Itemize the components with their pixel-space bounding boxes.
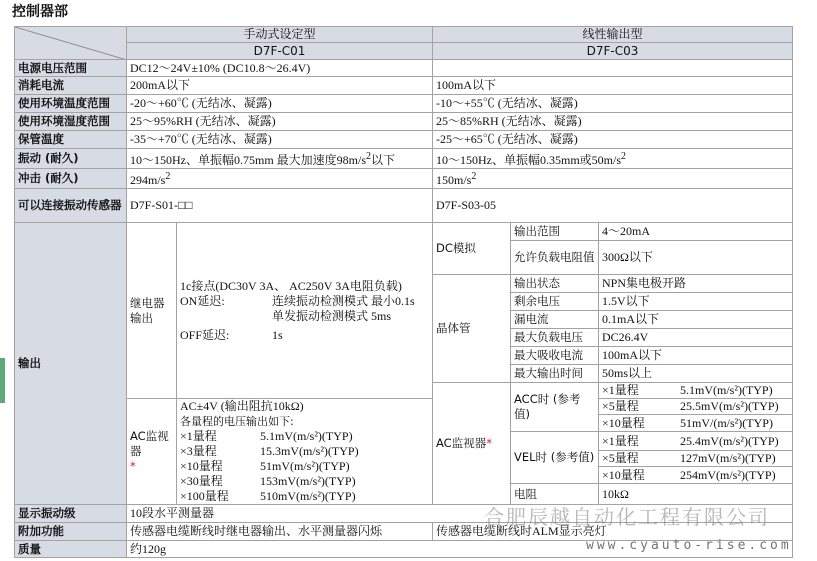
ac-range-val-1: 15.3mV(m/s²)(TYP) (260, 444, 359, 458)
vel-range-2: ×10量程 (602, 467, 645, 482)
tr-value-5: 50ms以上 (599, 365, 793, 383)
header-row-type (15, 27, 793, 43)
acc-output-1: 25.5mV(m/s²)(TYP) (680, 399, 779, 413)
ac-monitor-c01-star: * (130, 459, 136, 473)
vibration-c03-sup: 2 (621, 151, 627, 162)
acc-label: ACC时 (参考值) (511, 383, 599, 432)
vel-range-0: ×1量程 (602, 433, 639, 448)
watermark-company: 合肥辰越自动化工程有限公司 (484, 505, 770, 529)
watermark-url: www.cyauto-rise.com (586, 538, 792, 553)
relay-on-delay (180, 294, 429, 309)
dc-load-value: 300Ω以下 (599, 241, 793, 275)
resistance-value: 10kΩ (599, 484, 793, 505)
vel-output-0: 25.4mV(m/s²)(TYP) (680, 433, 779, 448)
humidity-label: 使用环境湿度范围 (15, 113, 127, 131)
ac-range-val-2: 51mV(m/s²)(TYP) (260, 459, 350, 473)
ac-monitor-note: 各量程的电压输出如下: (180, 415, 294, 428)
vibration-c01-suffix: 以下 (371, 153, 396, 167)
ac-range-name-1: ×3量程 (180, 444, 217, 458)
storage-label: 保管温度 (15, 131, 127, 149)
row-vibration (15, 149, 793, 169)
shock-label: 冲击 (耐久) (15, 169, 127, 189)
off-delay-label: OFF延迟: (180, 327, 230, 342)
extra-label: 附加功能 (15, 523, 127, 541)
mass-label: 质量 (15, 541, 127, 558)
extra-c03: 传感器电缆断线时ALM显示亮灯 (433, 523, 793, 541)
acc-range-2: ×10量程 (602, 415, 645, 430)
humidity-c03: 25～85%RH (无结冰、凝露) (433, 113, 793, 131)
vel-value-2 (599, 467, 793, 484)
vibration-c01-text: 10～150Hz、单振幅0.75mm 最大加速度98m/s (130, 153, 366, 167)
vel-value-0 (599, 432, 793, 451)
shock-c01-sup: 2 (165, 171, 171, 182)
mass-value: 约120g (127, 541, 793, 558)
storage-c01: -35～+70℃ (无结冰、凝露) (127, 131, 433, 149)
output-row-10 (15, 399, 793, 415)
row-sensor (15, 189, 793, 223)
dc-range-value: 4～20mA (599, 223, 793, 241)
output-label: 输出 (15, 223, 127, 505)
shock-c01 (127, 169, 433, 189)
ac-range-name-2: ×10量程 (180, 459, 223, 473)
relay-off-delay (180, 328, 429, 343)
shock-c03 (433, 169, 793, 189)
humidity-c01: 25～95%RH (无结冰、凝露) (127, 113, 433, 131)
power-label: 电源电压范围 (15, 60, 127, 77)
ac-range-val-3: 153mV(m/s²)(TYP) (260, 474, 356, 488)
tr-label-5: 最大输出时间 (511, 365, 599, 383)
ac-range-4 (180, 489, 429, 504)
header-c03-model: D7F-C03 (433, 43, 793, 60)
vibration-label: 振动 (耐久) (15, 149, 127, 169)
sensor-label: 可以连接振动传感器 (15, 189, 127, 223)
spec-table (14, 26, 793, 558)
ac-range-name-4: ×100量程 (180, 489, 229, 503)
header-c01-model: D7F-C01 (127, 43, 433, 60)
tr-value-2: 0.1mA以下 (599, 311, 793, 329)
current-c03: 100mA以下 (433, 77, 793, 95)
row-shock (15, 169, 793, 189)
on-delay-label: ON延迟: (180, 293, 225, 308)
ac-monitor-c01-label (127, 399, 177, 505)
tr-label-2: 漏电流 (511, 311, 599, 329)
vel-range-1: ×5量程 (602, 451, 639, 465)
acc-output-0: 5.1mV(m/s²)(TYP) (680, 383, 773, 397)
vibration-c01-sup: 2 (366, 151, 371, 162)
temp-label: 使用环境温度范围 (15, 95, 127, 113)
shock-c03-sup: 2 (471, 171, 477, 182)
extra-c01: 传感器电缆断线时继电器输出、水平测量器闪烁 (127, 523, 433, 541)
ac-range-val-0: 5.1mV(m/s²)(TYP) (260, 429, 353, 443)
vel-output-1: 127mV(m/s²)(TYP) (680, 451, 776, 465)
vibration-c03-text: 10～150Hz、单振幅0.35mm或50m/s (436, 153, 622, 167)
storage-c03: -25～+65℃ (无结冰、凝露) (433, 131, 793, 149)
ac-range-2 (180, 459, 429, 474)
tr-label-0: 输出状态 (511, 275, 599, 293)
sensor-c03: D7F-S03-05 (433, 189, 793, 223)
ac-range-name-3: ×30量程 (180, 474, 223, 488)
ac-range-1 (180, 444, 429, 459)
ac-range-0 (180, 429, 429, 444)
row-humidity (15, 113, 793, 131)
temp-c03: -10～+55℃ (无结冰、凝露) (433, 95, 793, 113)
vibration-c03 (433, 149, 793, 169)
transistor-label: 晶体管 (433, 275, 511, 383)
ac-monitor-c01-spec (177, 399, 433, 505)
on-delay-single: 单发振动检测模式 5ms (272, 308, 392, 323)
vibration-c01 (127, 149, 433, 169)
output-row-1 (15, 223, 793, 241)
tr-label-3: 最大负载电压 (511, 329, 599, 347)
resistance-label: 电阻 (511, 484, 599, 505)
tr-value-3: DC26.4V (599, 329, 793, 347)
diagonal-line (15, 27, 127, 60)
ac-monitor-impedance: AC±4V (输出阻抗10kΩ) (180, 399, 304, 413)
current-c01: 200mA以下 (127, 77, 433, 95)
acc-value-2 (599, 415, 793, 432)
ac-range-3 (180, 474, 429, 489)
ac-monitor-c01-text: AC监视器 (130, 429, 169, 458)
tr-value-1: 1.5V以下 (599, 293, 793, 311)
row-current (15, 77, 793, 95)
relay-on-delay-2 (180, 309, 429, 324)
tr-value-0: NPN集电极开路 (599, 275, 793, 293)
relay-spec (177, 223, 433, 399)
temp-c01: -20～+60℃ (无结冰、凝露) (127, 95, 433, 113)
row-power (15, 60, 793, 77)
tr-label-1: 剩余电压 (511, 293, 599, 311)
sensor-c01: D7F-S01-□□ (127, 189, 433, 223)
header-corner (15, 27, 127, 60)
tr-label-4: 最大吸收电流 (511, 347, 599, 365)
row-storage (15, 131, 793, 149)
power-c03 (433, 60, 793, 77)
acc-value-0 (599, 383, 793, 399)
vel-label: VEL时 (参考值) (511, 432, 599, 484)
ac-range-val-4: 510mV(m/s²)(TYP) (260, 489, 356, 503)
ac-monitor-c03-star: * (486, 436, 492, 450)
dc-load-label: 允许负载电阻值 (511, 241, 599, 275)
vel-output-2: 254mV(m/s²)(TYP) (680, 467, 776, 482)
display-value: 10段水平测量器 (127, 505, 793, 523)
relay-label: 继电器输出 (127, 223, 177, 399)
dc-analog-label: DC模拟 (433, 223, 511, 275)
row-temp (15, 95, 793, 113)
relay-contact: 1c接点(DC30V 3A、 AC250V 3A电阻负载) (180, 278, 402, 293)
power-c01: DC12～24V±10% (DC10.8～26.4V) (127, 60, 433, 77)
header-row-model (15, 43, 793, 60)
off-delay-value: 1s (272, 327, 283, 342)
dc-range-label: 输出范围 (511, 223, 599, 241)
shock-c03-text: 150m/s (436, 173, 472, 187)
acc-value-1 (599, 399, 793, 415)
vel-value-1 (599, 451, 793, 467)
section-title: 控制器部 (12, 4, 68, 20)
header-c01-type: 手动式设定型 (127, 27, 433, 43)
ac-monitor-c03-text: AC监视器 (436, 436, 487, 450)
ac-monitor-c03-label (433, 383, 511, 505)
shock-c01-text: 294m/s (130, 173, 166, 187)
on-delay-continuous: 连续振动检测模式 最小0.1s (272, 293, 415, 308)
side-marker (0, 358, 5, 403)
current-label: 消耗电流 (15, 77, 127, 95)
tr-value-4: 100mA以下 (599, 347, 793, 365)
header-c03-type: 线性输出型 (433, 27, 793, 43)
display-label: 显示振动级 (15, 505, 127, 523)
acc-output-2: 51mV/(m/s²)(TYP) (680, 415, 773, 430)
acc-range-0: ×1量程 (602, 383, 639, 397)
acc-range-1: ×5量程 (602, 399, 639, 413)
ac-range-name-0: ×1量程 (180, 429, 217, 443)
